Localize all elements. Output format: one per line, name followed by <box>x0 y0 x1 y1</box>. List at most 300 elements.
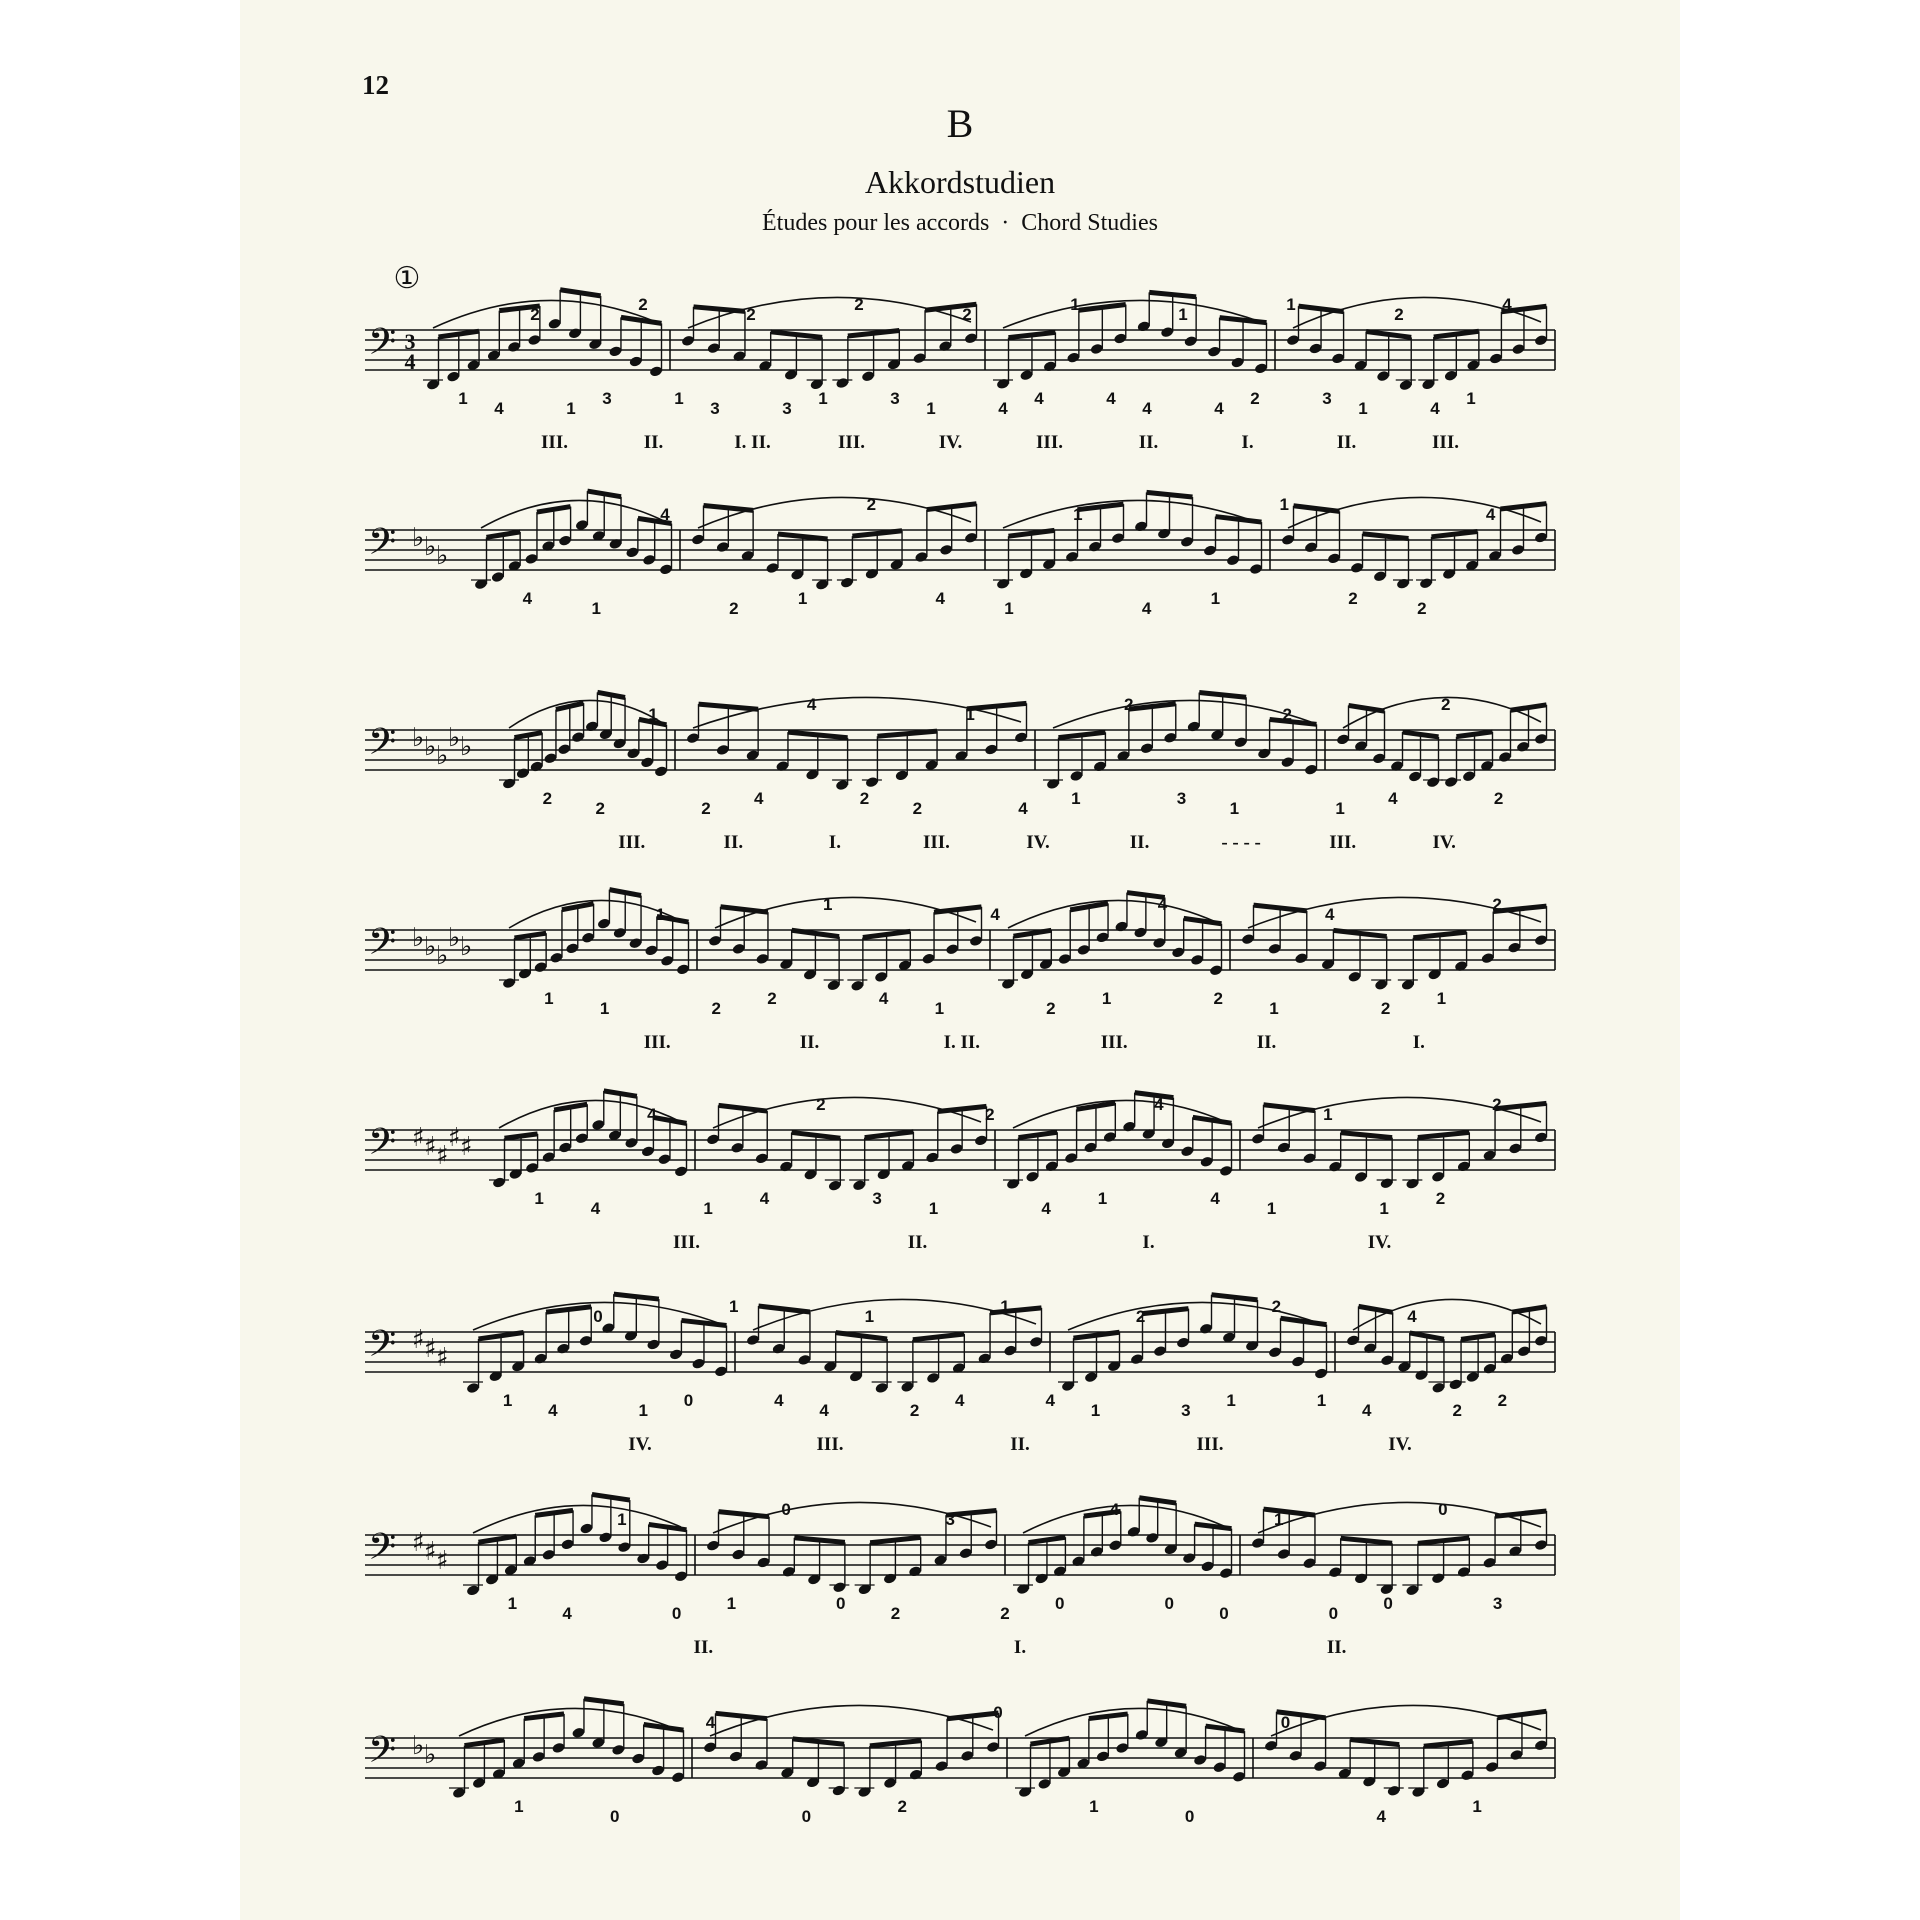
string-indication: III. <box>618 832 646 853</box>
music-system <box>365 262 1555 453</box>
fingering-number: 2 <box>962 305 972 324</box>
key-signature-sharp: ♯ <box>412 1325 425 1355</box>
string-indication: I. <box>828 832 841 853</box>
fingering-number: 2 <box>1380 999 1391 1018</box>
key-signature-flat: ♭ <box>448 723 461 753</box>
string-indication: II. <box>1138 432 1159 453</box>
note-beam <box>913 1334 964 1340</box>
fingering-number: 3 <box>1492 1594 1503 1613</box>
fingering-number: 4 <box>819 1401 829 1420</box>
note-beam <box>719 1105 768 1111</box>
fingering-number: 1 <box>544 989 554 1008</box>
fingering-number: 2 <box>1282 705 1292 724</box>
score <box>240 0 1680 1920</box>
fingering-number: 1 <box>1226 1391 1236 1410</box>
fingering-number: 1 <box>965 705 975 724</box>
fingering-number: 2 <box>530 305 540 324</box>
fingering-number: 2 <box>1250 389 1260 408</box>
key-signature-sharp: ♯ <box>436 1343 449 1373</box>
note-beam <box>848 330 899 336</box>
fingering-number: 4 <box>1388 789 1398 808</box>
fingering-number: 2 <box>1046 999 1056 1018</box>
string-indication: II. <box>643 432 664 453</box>
note-beam <box>1089 1714 1128 1719</box>
fingering-number: 0 <box>683 1391 694 1410</box>
fingering-number: 1 <box>507 1594 518 1613</box>
note-beam <box>524 1714 564 1719</box>
fingering-number: 4 <box>1485 505 1496 524</box>
string-indication: I. II. <box>734 432 771 453</box>
string-indication: II. <box>1256 1032 1277 1053</box>
subtitle-separator: · <box>1001 210 1010 236</box>
bass-clef: 𝄢 <box>368 921 397 972</box>
phrase-slur <box>433 300 656 328</box>
fingering-number: 2 <box>1135 1307 1146 1326</box>
fingering-number: 1 <box>1316 1391 1327 1410</box>
phrase-slur <box>698 497 971 528</box>
string-indication: II. <box>693 1637 714 1658</box>
note-beam <box>1212 1295 1258 1300</box>
note-beam <box>1264 1509 1315 1515</box>
note-beam <box>1512 1307 1546 1312</box>
key-signature-sharp: ♯ <box>412 1123 425 1153</box>
phrase-slur <box>473 1505 681 1533</box>
key-signature-flat: ♭ <box>412 523 425 553</box>
fingering-number: 1 <box>1358 399 1368 418</box>
note-beam <box>759 1306 810 1312</box>
fingering-number: 0 <box>801 1807 812 1826</box>
fingering-number: 2 <box>1492 1095 1502 1114</box>
note-beam <box>1264 1105 1315 1111</box>
fingering-number: 1 <box>1323 1105 1333 1124</box>
key-signature-flat: ♭ <box>424 932 437 962</box>
note-beam <box>1461 1335 1495 1340</box>
fingering-number: 1 <box>566 399 576 418</box>
fingering-number: 2 <box>1348 589 1358 608</box>
fingering-number: 3 <box>1322 389 1332 408</box>
fingering-number: 2 <box>1213 989 1223 1008</box>
note-beam <box>1059 732 1106 737</box>
fingering-number: 3 <box>890 389 900 408</box>
fingering-number: 4 <box>878 989 889 1008</box>
note-beam <box>609 890 641 896</box>
note-beam <box>1074 1332 1120 1338</box>
fingering-number: 2 <box>701 799 711 818</box>
key-signature-sharp: ♯ <box>436 1141 449 1171</box>
fingering-number: 1 <box>1073 505 1083 524</box>
fingering-number: 4 <box>1034 389 1044 408</box>
fingering-number: 2 <box>542 789 553 808</box>
note-beam <box>1143 1309 1189 1314</box>
string-indication: II. <box>799 1032 820 1053</box>
fingering-number: 1 <box>864 1307 875 1326</box>
phrase-slur <box>1003 500 1256 528</box>
key-signature-flat: ♭ <box>436 541 449 571</box>
key-signature-sharp: ♯ <box>424 1334 437 1364</box>
fingering-number: 1 <box>1466 389 1476 408</box>
note-beam <box>1009 530 1055 536</box>
fingering-number: 3 <box>1181 1401 1191 1420</box>
string-indication: II. <box>1326 1637 1347 1658</box>
music-system <box>365 890 1555 1053</box>
phrase-slur <box>688 297 971 328</box>
note-beam <box>1014 930 1052 936</box>
note-beam <box>863 931 910 937</box>
note-beam <box>1254 905 1307 911</box>
phrase-slur <box>1288 497 1541 528</box>
note-beam <box>1359 1306 1393 1312</box>
fingering-number: 0 <box>993 1703 1003 1722</box>
note-beam <box>1350 1739 1399 1744</box>
note-beam <box>1432 532 1478 537</box>
key-signature-flat: ♭ <box>424 1740 437 1770</box>
note-beam <box>852 531 902 536</box>
fingering-number: 4 <box>935 589 945 608</box>
fingering-number: 4 <box>1362 1401 1372 1420</box>
fingering-number: 4 <box>754 789 764 808</box>
bass-clef: 𝄢 <box>368 1121 397 1172</box>
string-indication: IV. <box>1388 1434 1412 1455</box>
fingering-number: 1 <box>591 599 601 618</box>
string-indication: III. <box>673 1232 700 1253</box>
fingering-number: 2 <box>1394 305 1404 324</box>
note-beam <box>614 1294 659 1299</box>
note-beam <box>546 1307 591 1312</box>
key-signature-sharp: ♯ <box>424 1537 437 1567</box>
fingering-number: 2 <box>729 599 739 618</box>
fingering-number: 2 <box>890 1604 901 1623</box>
music-sheet <box>240 0 1680 1920</box>
note-beam <box>1341 1133 1392 1138</box>
fingering-number: 4 <box>1325 905 1335 924</box>
string-indication: II. <box>1010 1434 1030 1455</box>
fingering-number: 0 <box>1184 1807 1195 1826</box>
note-beam <box>927 504 977 510</box>
fingering-number: 4 <box>990 905 1000 924</box>
fingering-number: 4 <box>494 399 504 418</box>
fingering-number: 2 <box>1123 695 1134 714</box>
phrase-slur <box>1003 300 1261 328</box>
string-indication: III. <box>1196 1434 1224 1455</box>
note-beam <box>1363 534 1409 539</box>
fingering-number: 4 <box>1157 895 1168 914</box>
key-signature-sharp: ♯ <box>448 1123 461 1153</box>
fingering-number: 1 <box>674 389 684 408</box>
note-beam <box>1413 932 1466 938</box>
phrase-slur <box>1008 900 1216 928</box>
key-signature-flat: ♭ <box>436 941 449 971</box>
fingering-number: 2 <box>816 1095 826 1114</box>
note-beam <box>865 1132 914 1138</box>
fingering-number: 4 <box>660 505 670 524</box>
fingering-number: 1 <box>534 1189 544 1208</box>
fingering-number: 1 <box>1004 599 1014 618</box>
phrase-slur <box>1013 1100 1226 1128</box>
note-beam <box>1418 1538 1469 1543</box>
fingering-number: 2 <box>711 999 721 1018</box>
fingering-number: 4 <box>759 1189 770 1208</box>
fingering-number: 0 <box>781 1500 791 1519</box>
string-indication: I. <box>1142 1232 1155 1253</box>
note-beam <box>604 1091 637 1096</box>
fingering-number: 4 <box>1018 799 1028 818</box>
fingering-number: 4 <box>1109 1500 1120 1519</box>
fingering-number: 2 <box>1417 599 1427 618</box>
key-signature-sharp: ♯ <box>424 1132 437 1162</box>
fingering-number: 1 <box>928 1199 939 1218</box>
note-beam <box>1333 930 1386 936</box>
fingering-number: 1 <box>934 999 945 1018</box>
note-beam <box>1366 331 1411 337</box>
note-beam <box>597 692 625 697</box>
note-beam <box>704 505 754 510</box>
fingering-number: 4 <box>774 1391 784 1410</box>
string-indication: II. <box>907 1232 928 1253</box>
fingering-number: 1 <box>1273 1510 1284 1529</box>
string-indication: IV. <box>1432 832 1456 853</box>
bass-clef: 𝄢 <box>368 1729 397 1780</box>
fingering-number: 4 <box>522 589 533 608</box>
string-indication: IV. <box>1367 1232 1392 1253</box>
note-beam <box>870 1741 921 1746</box>
string-indication: II. <box>1129 832 1150 853</box>
fingering-number: 1 <box>1090 1401 1101 1420</box>
fingering-number: 2 <box>1492 895 1502 914</box>
note-beam <box>537 507 571 512</box>
string-indication: III. <box>1100 1032 1128 1053</box>
fingering-number: 4 <box>1214 399 1224 418</box>
fingering-number: 1 <box>502 1391 513 1410</box>
string-indication: II. <box>1336 432 1357 453</box>
key-signature-flat: ♭ <box>412 1731 425 1761</box>
note-beam <box>439 331 480 337</box>
note-beam <box>1031 1738 1070 1744</box>
note-beam <box>1009 332 1056 337</box>
fingering-number: 1 <box>926 399 936 418</box>
page-number: 12 <box>362 70 389 100</box>
note-beam <box>967 703 1027 709</box>
note-beam <box>1199 692 1246 697</box>
key-signature-flat: ♭ <box>436 741 449 771</box>
fingering-number: 1 <box>823 895 833 914</box>
fingering-number: 2 <box>912 799 923 818</box>
phrase-slur <box>1053 700 1311 728</box>
fingering-number: 4 <box>1045 1391 1055 1410</box>
note-beam <box>584 1699 624 1704</box>
fingering-number: 1 <box>617 1510 627 1529</box>
string-indication: I. <box>1412 1032 1425 1053</box>
fingering-number: 0 <box>671 1604 682 1623</box>
fingering-number: 1 <box>1279 495 1289 514</box>
note-beam <box>560 290 601 296</box>
fingering-number: 4 <box>1041 1199 1051 1218</box>
music-system <box>365 1699 1555 1826</box>
fingering-number: 0 <box>593 1307 603 1326</box>
fingering-number: 4 <box>1142 399 1152 418</box>
phrase-slur <box>1023 1505 1226 1533</box>
note-beam <box>1495 1103 1546 1108</box>
fingering-number: 4 <box>1430 399 1440 418</box>
fingering-number: 1 <box>1266 1199 1277 1218</box>
note-beam <box>870 1537 921 1542</box>
fingering-number: 0 <box>609 1807 620 1826</box>
music-system <box>365 692 1555 853</box>
page-title: Akkordstudien <box>864 164 1056 200</box>
fingering-number: 4 <box>1106 389 1116 408</box>
fingering-number: 1 <box>1472 1797 1482 1816</box>
fingering-number: 1 <box>1269 999 1279 1018</box>
fingering-number: 2 <box>1441 695 1451 714</box>
fingering-number: 1 <box>599 999 610 1018</box>
note-beam <box>792 930 839 936</box>
fingering-number: 1 <box>458 389 468 408</box>
note-beam <box>716 1713 767 1718</box>
string-indication: - - - - <box>1221 832 1261 853</box>
bass-clef: 𝄢 <box>368 721 397 772</box>
string-indication: III. <box>1036 432 1063 453</box>
string-indication: I. II. <box>943 1032 981 1053</box>
note-beam <box>792 1132 841 1138</box>
note-beam <box>1418 1132 1469 1137</box>
key-signature-flat: ♭ <box>424 732 437 762</box>
fingering-number: 1 <box>1229 799 1240 818</box>
fingering-number: 2 <box>859 789 870 808</box>
string-indication: III. <box>643 1032 671 1053</box>
fingering-number: 1 <box>1000 1297 1010 1316</box>
bass-clef: 𝄢 <box>368 321 397 372</box>
string-indication: I. <box>1013 1637 1027 1658</box>
fingering-number: 2 <box>1435 1189 1446 1208</box>
music-system <box>365 1091 1555 1253</box>
string-indication: III. <box>922 832 950 853</box>
fingering-number: 1 <box>728 1297 739 1316</box>
note-beam <box>836 1333 887 1339</box>
note-beam <box>505 1134 538 1138</box>
fingering-number: 4 <box>647 1105 657 1124</box>
note-beam <box>479 1333 524 1339</box>
subtitle-english: Chord Studies <box>1021 210 1158 236</box>
note-beam <box>1424 1741 1473 1746</box>
fingering-number: 0 <box>1438 1500 1448 1519</box>
note-beam <box>1497 1711 1546 1718</box>
fingering-number: 2 <box>866 495 877 514</box>
fingering-number: 3 <box>602 389 612 408</box>
note-beam <box>1341 1538 1392 1543</box>
bass-clef: 𝄢 <box>368 1323 397 1374</box>
fingering-number: 0 <box>1383 1594 1393 1613</box>
note-beam <box>877 731 937 736</box>
fingering-number: 1 <box>1071 789 1081 808</box>
string-indication: II. <box>723 832 744 853</box>
fingering-number: 2 <box>854 295 864 314</box>
fingering-number: 2 <box>595 799 605 818</box>
note-beam <box>699 704 759 709</box>
string-indication: III. <box>816 1434 844 1455</box>
fingering-number: 1 <box>1101 989 1112 1008</box>
key-signature-flat: ♭ <box>460 932 473 962</box>
key-signature-flat: ♭ <box>460 732 473 762</box>
note-beam <box>1403 732 1439 737</box>
fingering-number: 1 <box>797 589 808 608</box>
music-system <box>365 1494 1555 1658</box>
fingering-number: 3 <box>710 399 720 418</box>
fingering-number: 1 <box>703 1199 713 1218</box>
time-signature-denominator: 4 <box>404 349 416 374</box>
fingering-number: 1 <box>818 389 828 408</box>
fingering-number: 0 <box>1219 1604 1229 1623</box>
fingering-number: 0 <box>1280 1713 1291 1732</box>
note-beam <box>479 1536 517 1542</box>
note-beam <box>515 933 547 938</box>
subtitle-french: Études pour les accords <box>762 210 990 236</box>
fingering-number: 4 <box>1376 1807 1387 1826</box>
note-beam <box>1149 292 1196 296</box>
string-indication: III. <box>1329 832 1357 853</box>
key-signature-flat: ♭ <box>424 532 437 562</box>
key-signature-flat: ♭ <box>448 923 461 953</box>
phrase-slur <box>1271 1705 1541 1736</box>
fingering-number: 3 <box>1176 789 1187 808</box>
fingering-number: 0 <box>1164 1594 1174 1613</box>
note-beam <box>1019 1132 1058 1137</box>
string-indication: III. <box>1432 432 1459 453</box>
fingering-number: 4 <box>806 695 817 714</box>
fingering-number: 4 <box>1502 295 1512 314</box>
note-beam <box>653 1117 686 1123</box>
bass-clef: 𝄢 <box>368 1526 397 1577</box>
exercise-number: ① <box>393 262 421 295</box>
fingering-number: 4 <box>562 1604 572 1623</box>
fingering-number: 1 <box>1097 1189 1108 1208</box>
bass-clef: 𝄢 <box>368 521 397 572</box>
fingering-number: 2 <box>1497 1391 1508 1410</box>
note-beam <box>535 1510 573 1515</box>
note-beam <box>1147 1701 1186 1706</box>
fingering-number: 1 <box>1335 799 1345 818</box>
key-signature-sharp: ♯ <box>436 1546 449 1576</box>
fingering-number: 4 <box>1407 1307 1417 1326</box>
string-indication: IV. <box>1026 832 1050 853</box>
note-beam <box>1139 1498 1176 1503</box>
note-beam <box>771 332 822 338</box>
music-system <box>365 491 1555 618</box>
note-beam <box>1457 732 1493 737</box>
fingering-number: 3 <box>945 1510 955 1529</box>
key-signature-flat: ♭ <box>412 723 425 753</box>
note-beam <box>793 1739 844 1744</box>
time-signature-numerator: 3 <box>404 329 416 354</box>
fingering-number: 1 <box>655 905 666 924</box>
fingering-number: 3 <box>872 1189 882 1208</box>
fingering-number: 3 <box>782 399 792 418</box>
fingering-number: 4 <box>1141 599 1152 618</box>
fingering-number: 2 <box>909 1401 920 1420</box>
fingering-number: 2 <box>1493 789 1504 808</box>
note-beam <box>1434 331 1479 337</box>
fingering-number: 2 <box>897 1797 907 1816</box>
fingering-number: 1 <box>638 1401 648 1420</box>
key-signature-sharp: ♯ <box>412 1528 425 1558</box>
fingering-number: 4 <box>1210 1189 1220 1208</box>
note-beam <box>1511 705 1547 710</box>
string-indication: IV. <box>628 1434 652 1455</box>
fingering-number: 0 <box>1055 1594 1065 1613</box>
fingering-number: 4 <box>548 1401 558 1420</box>
note-beam <box>1501 504 1547 509</box>
key-signature-sharp: ♯ <box>460 1132 473 1162</box>
phrase-slur <box>1025 1708 1239 1736</box>
fingering-number: 1 <box>648 705 658 724</box>
